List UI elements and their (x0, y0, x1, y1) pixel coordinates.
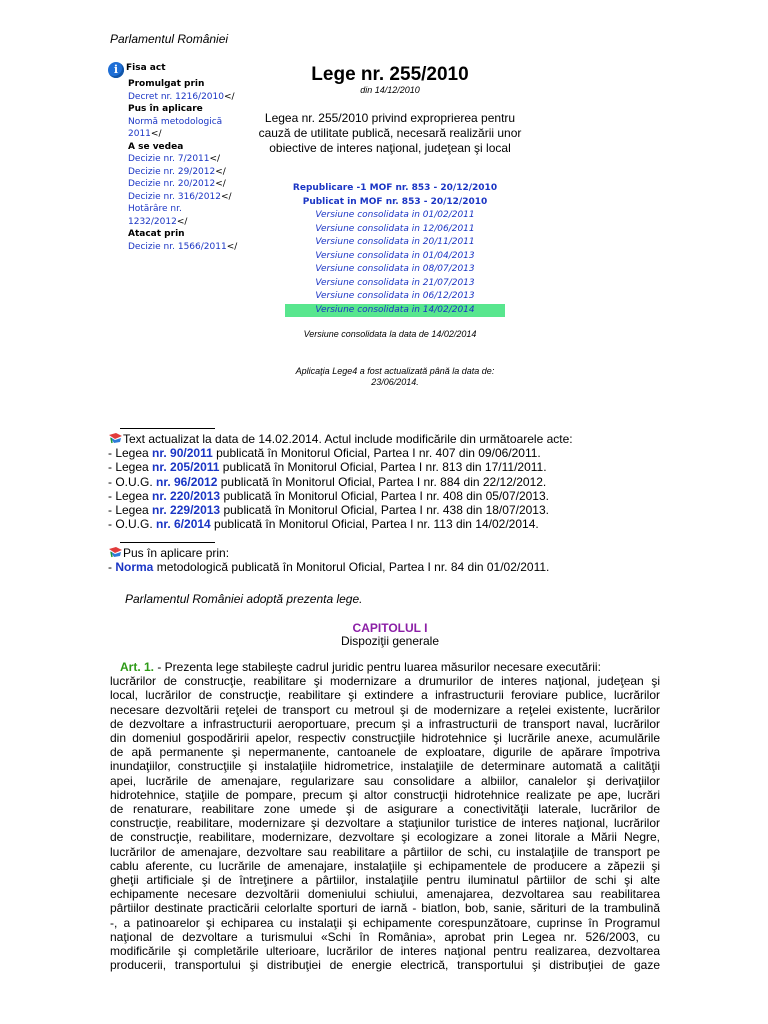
doc-header (255, 62, 525, 156)
article-line: de apă permanente şi nepermanente, cantoanele de exploatare, digurile de apărare împotriva (110, 745, 660, 760)
sidebar (108, 62, 258, 253)
version-link[interactable]: Versiune consolidata in 01/04/2013 (315, 250, 475, 261)
doc-description: Legea nr. 255/2010 privind exproprierea pentru cauză de utilitate publică, necesară realizării unor obiective de interes naţional, judeţean şi local (258, 111, 522, 155)
act-item: - O.U.G. nr. 6/2014 publicată în Monitorul Oficial, Partea I nr. 113 din 14/02/2014. (108, 517, 539, 532)
article-line: Art. 1. - Prezenta lege stabileşte cadrul juridic pentru luarea măsurilor necesare executării: (120, 660, 601, 674)
article-line: producerii, transportului şi distribuţiei de energie electrică, transportului şi distribuţiei de gaze (110, 958, 660, 973)
act-item: - O.U.G. nr. 96/2012 publicată în Monitorul Oficial, Partea I nr. 884 din 22/12/2012. (108, 474, 547, 489)
article-line: de renaturare, reabilitare zone umede şi de asigurare a conectivităţii laterale, lucrărilor de (110, 802, 660, 817)
adoption-statement: Parlamentul României adoptă prezenta lege. (125, 592, 363, 606)
article-line: gheţii artificiale şi de întreţinere a pârtiilor, instalaţiile pentru iluminatul pârtiilor de schi şi alte (110, 873, 660, 888)
article-line: modificările şi completările ulterioare, lucrărilor de interes naţional pentru realizarea, dezvoltarea (110, 944, 660, 959)
article-line: inundaţiilor, construcţiile şi instalaţiile hidrometrice, instalaţiile de determinare automată a calităţii (110, 759, 660, 774)
act-item: - Legea nr. 205/2011 publicată în Monitorul Oficial, Partea I nr. 813 din 17/11/2011. (108, 460, 547, 475)
version-link[interactable]: Versiune consolidata in 21/07/2013 (315, 277, 475, 288)
pus-item: - Norma metodologică publicată în Monitorul Oficial, Partea I nr. 84 din 01/02/2011. (108, 560, 550, 575)
sidebar-link-decret[interactable]: Decret nr. 1216/2010</ (128, 91, 235, 102)
article-line: lucrărilor de construcţie, reabilitare şi modernizare a drumurilor de interes naţional, judeţean şi (110, 674, 660, 689)
header-org: Parlamentul României (110, 32, 229, 46)
acts-intro: Text actualizat la data de 14.02.2014. Actul include modificările din următoarele acte: (123, 432, 573, 446)
article-line: naţional de dezvoltare a turismului «Schi în România», aprobat prin Legea nr. 526/2003, cu (110, 929, 660, 944)
chapter-subtitle: Dispoziţii generale (340, 634, 440, 648)
implemented-by (108, 546, 549, 574)
article-line: lucrărilor de amenajare, dezvoltare sau reabilitare a pârtiilor de schi, cu instalaţiile de transport pe (110, 844, 660, 859)
doc-date: din 14/12/2010 (360, 85, 420, 95)
article-line: echipamente necesare dezvoltării domeniului schiului, amenajarea, dezvoltarea sau reabilitarea (110, 887, 660, 902)
doc-title: Lege nr. 255/2010 (311, 64, 469, 85)
a-se-vedea-heading: A se vedea (128, 141, 184, 152)
divider (120, 428, 215, 429)
divider (120, 542, 215, 543)
publicat-link[interactable]: Publicat in MOF nr. 853 - 20/12/2010 (302, 196, 488, 207)
version-link[interactable]: Versiune consolidata in 08/07/2013 (315, 264, 475, 274)
article-line: cablu aferente, cu lucrările de amenajare, instalaţiile şi echipamentele de producere a zăpezii şi (110, 858, 660, 873)
version-link[interactable]: Versiune consolidata in 12/06/2011 (315, 223, 475, 234)
article-line: din domeniul gospodăririi apelor, respectiv construcţiile hidrotehnice şi lucrările anexe, acumulările (110, 731, 660, 746)
sidebar-link-decizie-316[interactable]: Decizie nr. 316/2012</ (128, 191, 232, 202)
article-line: de construcţie, reabilitare, modernizare, dezvoltare şi ecologizare a zonei litorale a Mării Negre, (110, 830, 660, 845)
article-label[interactable]: Art. 1. (120, 660, 155, 674)
amending-acts (108, 432, 573, 531)
sidebar-link-decizie-7[interactable]: Decizie nr. 7/2011</ (128, 154, 221, 164)
article-line: -, a patinoarelor şi echiparea cu instalaţii şi echipamente corespunzătoare, cuprinse în Programul (110, 915, 660, 930)
article-1 (110, 660, 660, 972)
article-line: de dezvoltare a infrastructurii aeroportuare, precum şi a infrastructurii de transport naval, lucrărilor (110, 716, 660, 731)
article-line: pârtiilor destinate practicării celorlalte sporturi de iarnă - biatlon, bob, sanie, sărituri de la trambulină (110, 901, 660, 916)
version-link[interactable]: Versiune consolidata in 20/11/2011 (315, 237, 475, 247)
sidebar-link-decizie-29[interactable]: Decizie nr. 29/2012</ (128, 166, 226, 177)
chapter-title: CAPITOLUL I (352, 621, 428, 635)
pus-aplicare-heading: Pus în aplicare (128, 104, 203, 114)
promulgat-heading: Promulgat prin (128, 79, 205, 89)
sidebar-link-decizie-20[interactable]: Decizie nr. 20/2012</ (128, 179, 226, 189)
sidebar-link-norma-year[interactable]: 2011</ (128, 129, 162, 139)
act-link[interactable]: nr. 96/2012 (156, 474, 218, 489)
article-line: hidrotehnice, staţiile de pompare, precum şi altor construcţii hidrotehnice realizate pe ape, lucrări (110, 787, 660, 802)
fisa-act-label: Fisa act (126, 63, 166, 73)
act-link[interactable]: nr. 90/2011 (152, 446, 213, 461)
sidebar-link-decizie-1566[interactable]: Decizie nr. 1566/2011</ (128, 241, 238, 252)
version-link-current[interactable]: Versiune consolidata in 14/02/2014 (285, 304, 505, 318)
act-link[interactable]: nr. 205/2011 (152, 460, 220, 475)
sidebar-link-hotarare-nr[interactable]: 1232/2012</ (128, 216, 188, 227)
act-item: - Legea nr. 90/2011 publicată în Monitorul Oficial, Partea I nr. 407 din 09/06/2011. (108, 446, 541, 461)
act-link[interactable]: nr. 6/2014 (156, 517, 211, 532)
versions-list (285, 182, 505, 317)
atacat-heading: Atacat prin (128, 229, 185, 239)
act-item: - Legea nr. 229/2013 publicată în Monitorul Oficial, Partea I nr. 438 din 18/07/2013. (108, 503, 549, 518)
version-link[interactable]: Versiune consolidata in 06/12/2013 (315, 291, 475, 301)
consolidated-date: Versiune consolidata la data de 14/02/2014 (303, 329, 477, 339)
act-item: - Legea nr. 220/2013 publicată în Monitorul Oficial, Partea I nr. 408 din 05/07/2013. (108, 488, 549, 503)
article-line: apei, lucrările de amenajare, regularizare sau consolidare a albiilor, canalelor şi derivaţiilor (110, 773, 660, 788)
version-link[interactable]: Versiune consolidata in 01/02/2011 (315, 210, 475, 220)
act-link[interactable]: nr. 220/2013 (152, 488, 221, 503)
info-icon[interactable]: i (108, 62, 124, 78)
sidebar-link-hotarare[interactable]: Hotărâre nr. (128, 204, 182, 214)
article-line: local, lucrărilor de construcţie, reabilitare şi extindere a infrastructurii feroviare publice, lucrărilor (110, 688, 660, 703)
act-link[interactable]: nr. 229/2013 (152, 503, 221, 518)
note-icon[interactable] (108, 546, 123, 558)
article-line: construcţie, reabilitare, modernizare şi dezvoltare a staţiunilor turistice de interes naţional, lucrărilor (110, 816, 660, 831)
article-line: necesare dezvoltării reţelei de transport cu metroul şi de modernizare a reţelei existente, lucrărilor (110, 702, 660, 717)
pus-intro: Pus în aplicare prin: (123, 546, 230, 560)
app-update-note: Aplicaţia Lege4 a fost actualizată până la data de: 23/06/2014. (295, 366, 495, 387)
norma-link[interactable]: Norma (115, 560, 154, 575)
sidebar-link-norma[interactable]: Normă metodologică (128, 116, 223, 127)
note-icon[interactable] (108, 432, 123, 444)
republicare-link[interactable]: Republicare -1 MOF nr. 853 - 20/12/2010 (292, 183, 498, 193)
